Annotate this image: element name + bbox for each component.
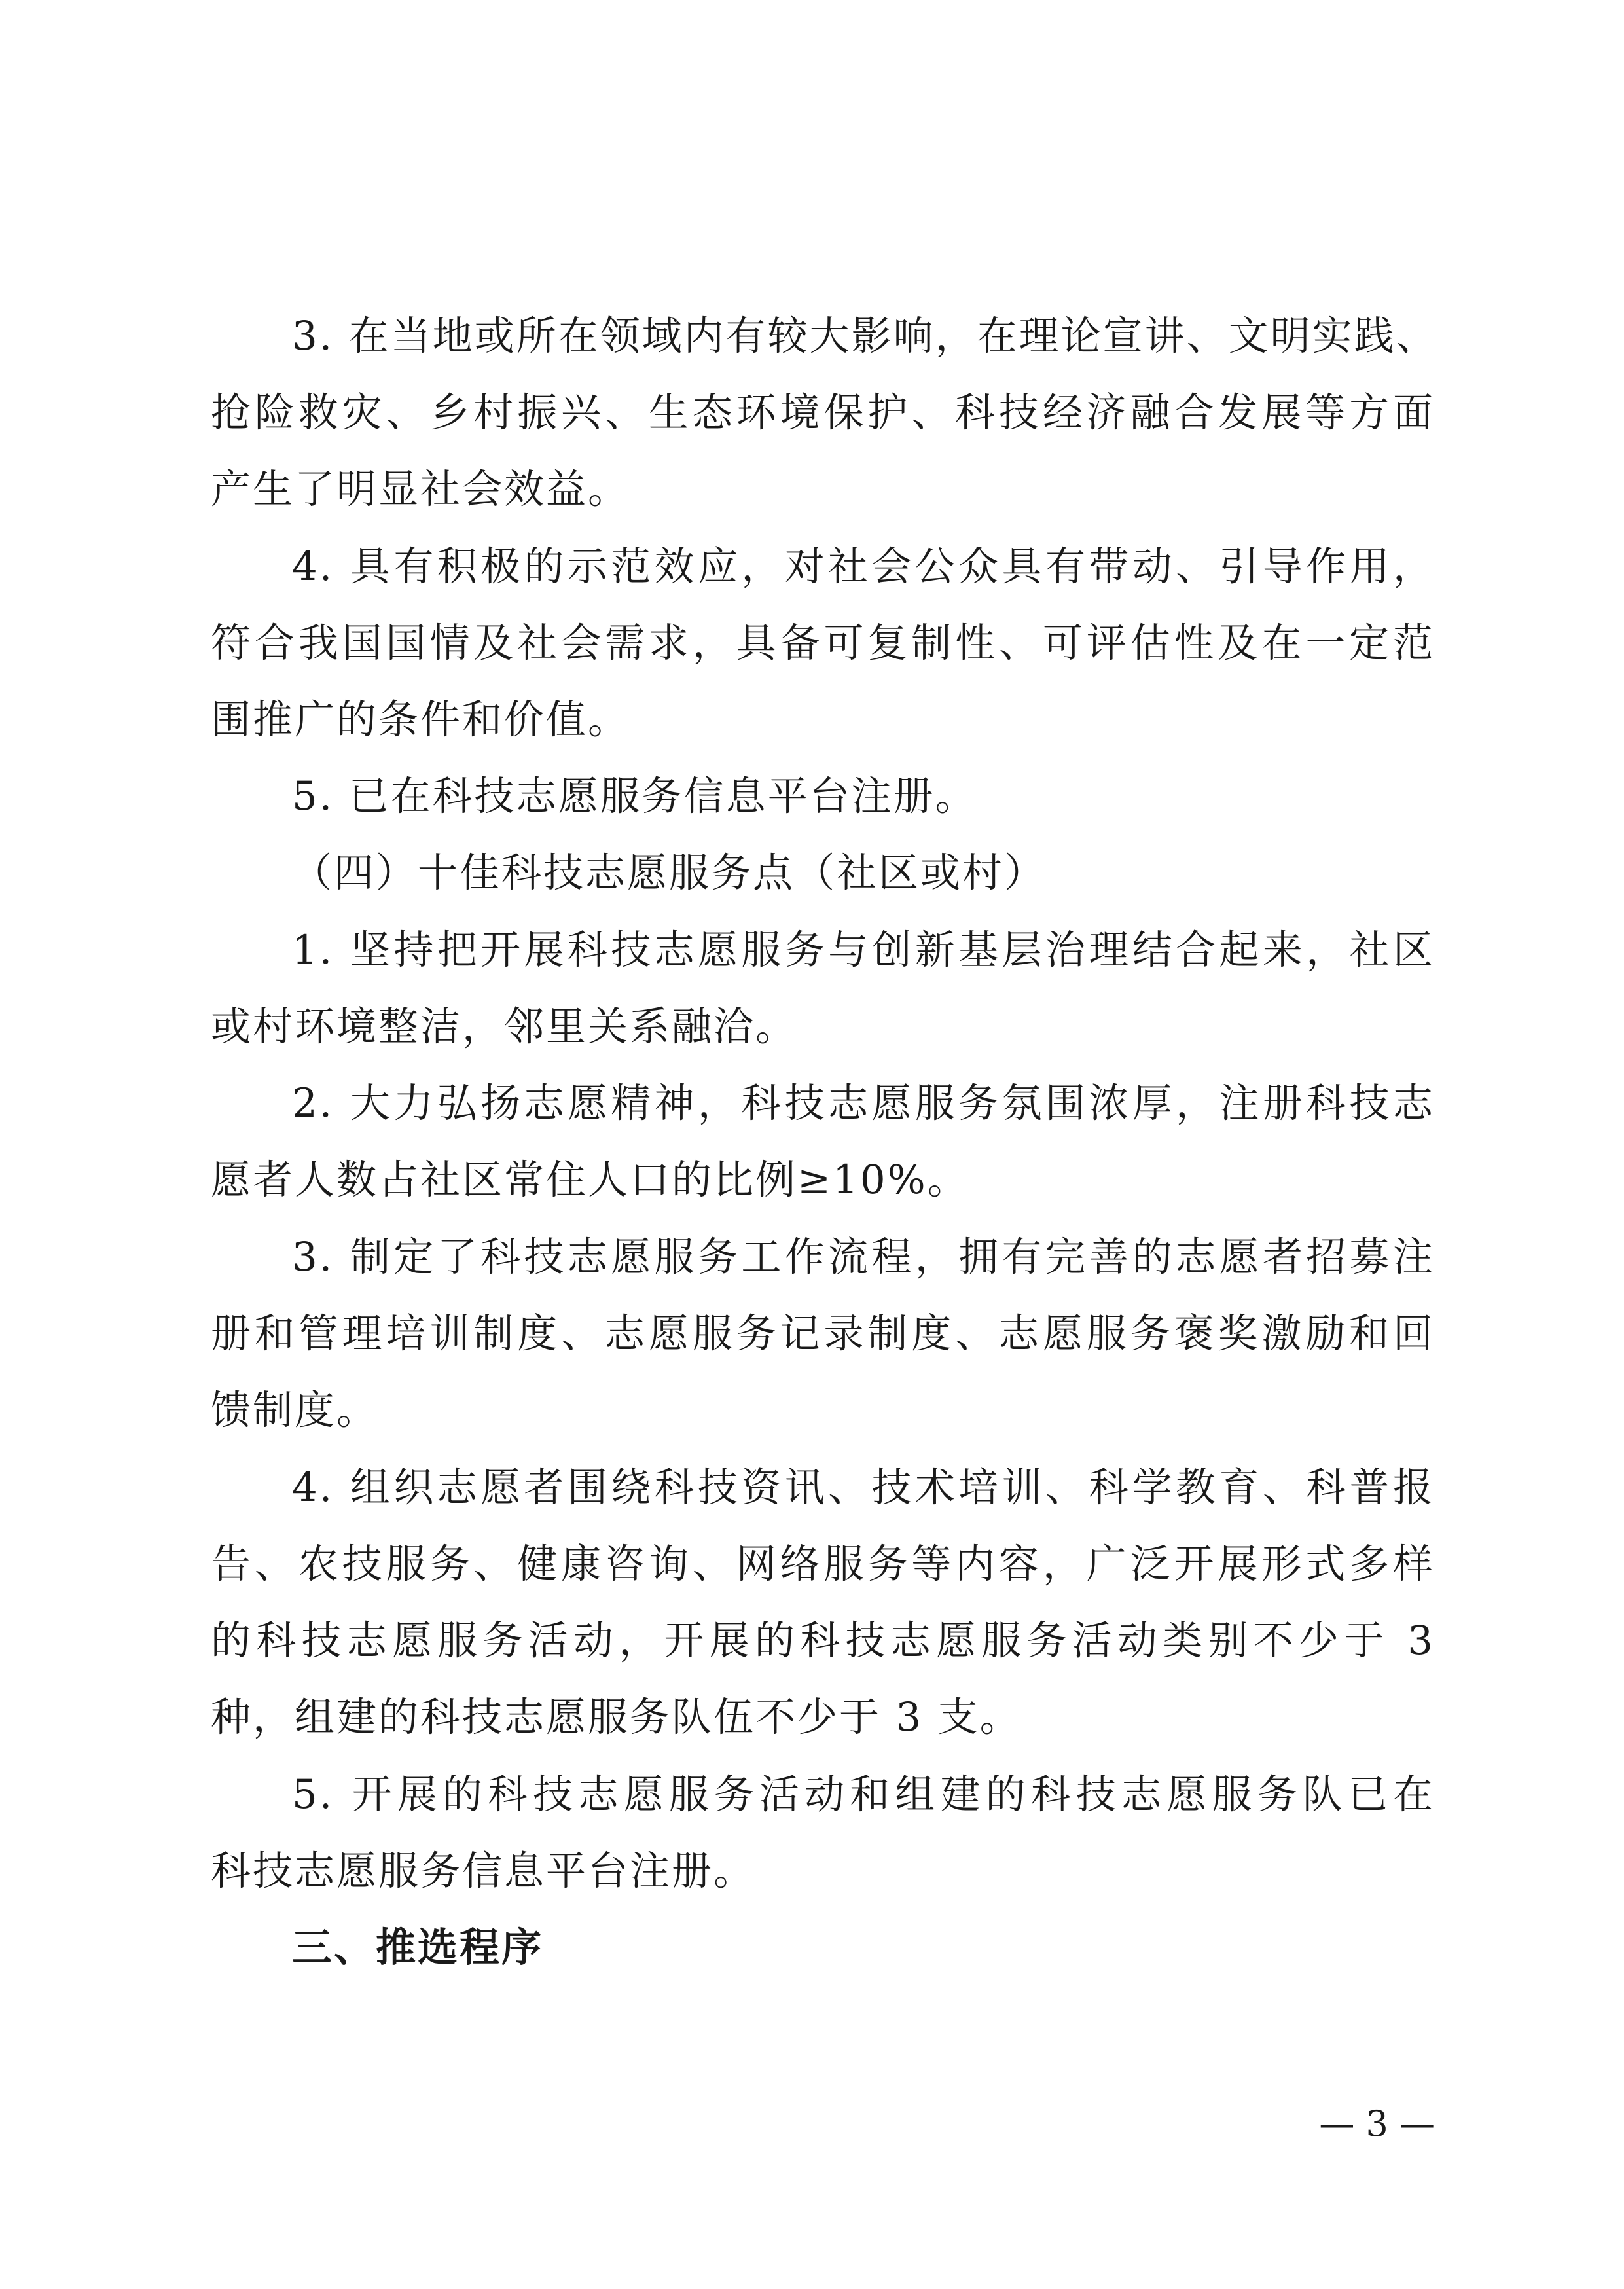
paragraph-line: 符合我国国情及社会需求，具备可复制性、可评估性及在一定范 xyxy=(211,620,1435,666)
paragraph-line: 或村环境整洁，邻里关系融洽。 xyxy=(211,1003,798,1050)
paragraph-line: 5. 开展的科技志愿服务活动和组建的科技志愿服务队已在 xyxy=(292,1771,1435,1818)
paragraph-line: 3. 制定了科技志愿服务工作流程，拥有完善的志愿者招募注 xyxy=(292,1234,1435,1280)
paragraph-line: 愿者人数占社区常住人口的比例≥10%。 xyxy=(211,1157,969,1203)
section-heading: 三、推选程序 xyxy=(292,1924,544,1971)
paragraph-line: 产生了明显社会效益。 xyxy=(211,466,630,513)
paragraph-line: 4. 组织志愿者围绕科技资讯、技术培训、科学教育、科普报 xyxy=(292,1464,1435,1511)
paragraph-line: 4. 具有积极的示范效应，对社会公众具有带动、引导作用， xyxy=(292,543,1435,590)
paragraph-line: 5. 已在科技志愿服务信息平台注册。 xyxy=(292,773,977,820)
paragraph-line: 馈制度。 xyxy=(211,1387,379,1433)
paragraph-line: 3. 在当地或所在领域内有较大影响，在理论宣讲、文明实践、 xyxy=(292,313,1438,359)
paragraph-line: 种，组建的科技志愿服务队伍不少于 3 支。 xyxy=(211,1694,1022,1740)
paragraph-line: 的科技志愿服务活动，开展的科技志愿服务活动类别不少于 3 xyxy=(211,1617,1435,1664)
paragraph-line: 科技志愿服务信息平台注册。 xyxy=(211,1848,756,1894)
paragraph-line: 抢险救灾、乡村振兴、生态环境保护、科技经济融合发展等方面 xyxy=(211,389,1435,436)
paragraph-line: 告、农技服务、健康咨询、网络服务等内容，广泛开展形式多样 xyxy=(211,1541,1435,1587)
section-subheading: （四）十佳科技志愿服务点（社区或村） xyxy=(292,850,1047,896)
paragraph-line: 册和管理培训制度、志愿服务记录制度、志愿服务褒奖激励和回 xyxy=(211,1310,1435,1357)
paragraph-line: 2. 大力弘扬志愿精神，科技志愿服务氛围浓厚，注册科技志 xyxy=(292,1080,1435,1126)
page-number: — 3 — xyxy=(1319,2103,1435,2144)
paragraph-line: 1. 坚持把开展科技志愿服务与创新基层治理结合起来，社区 xyxy=(292,927,1435,973)
paragraph-line: 围推广的条件和价值。 xyxy=(211,696,630,743)
